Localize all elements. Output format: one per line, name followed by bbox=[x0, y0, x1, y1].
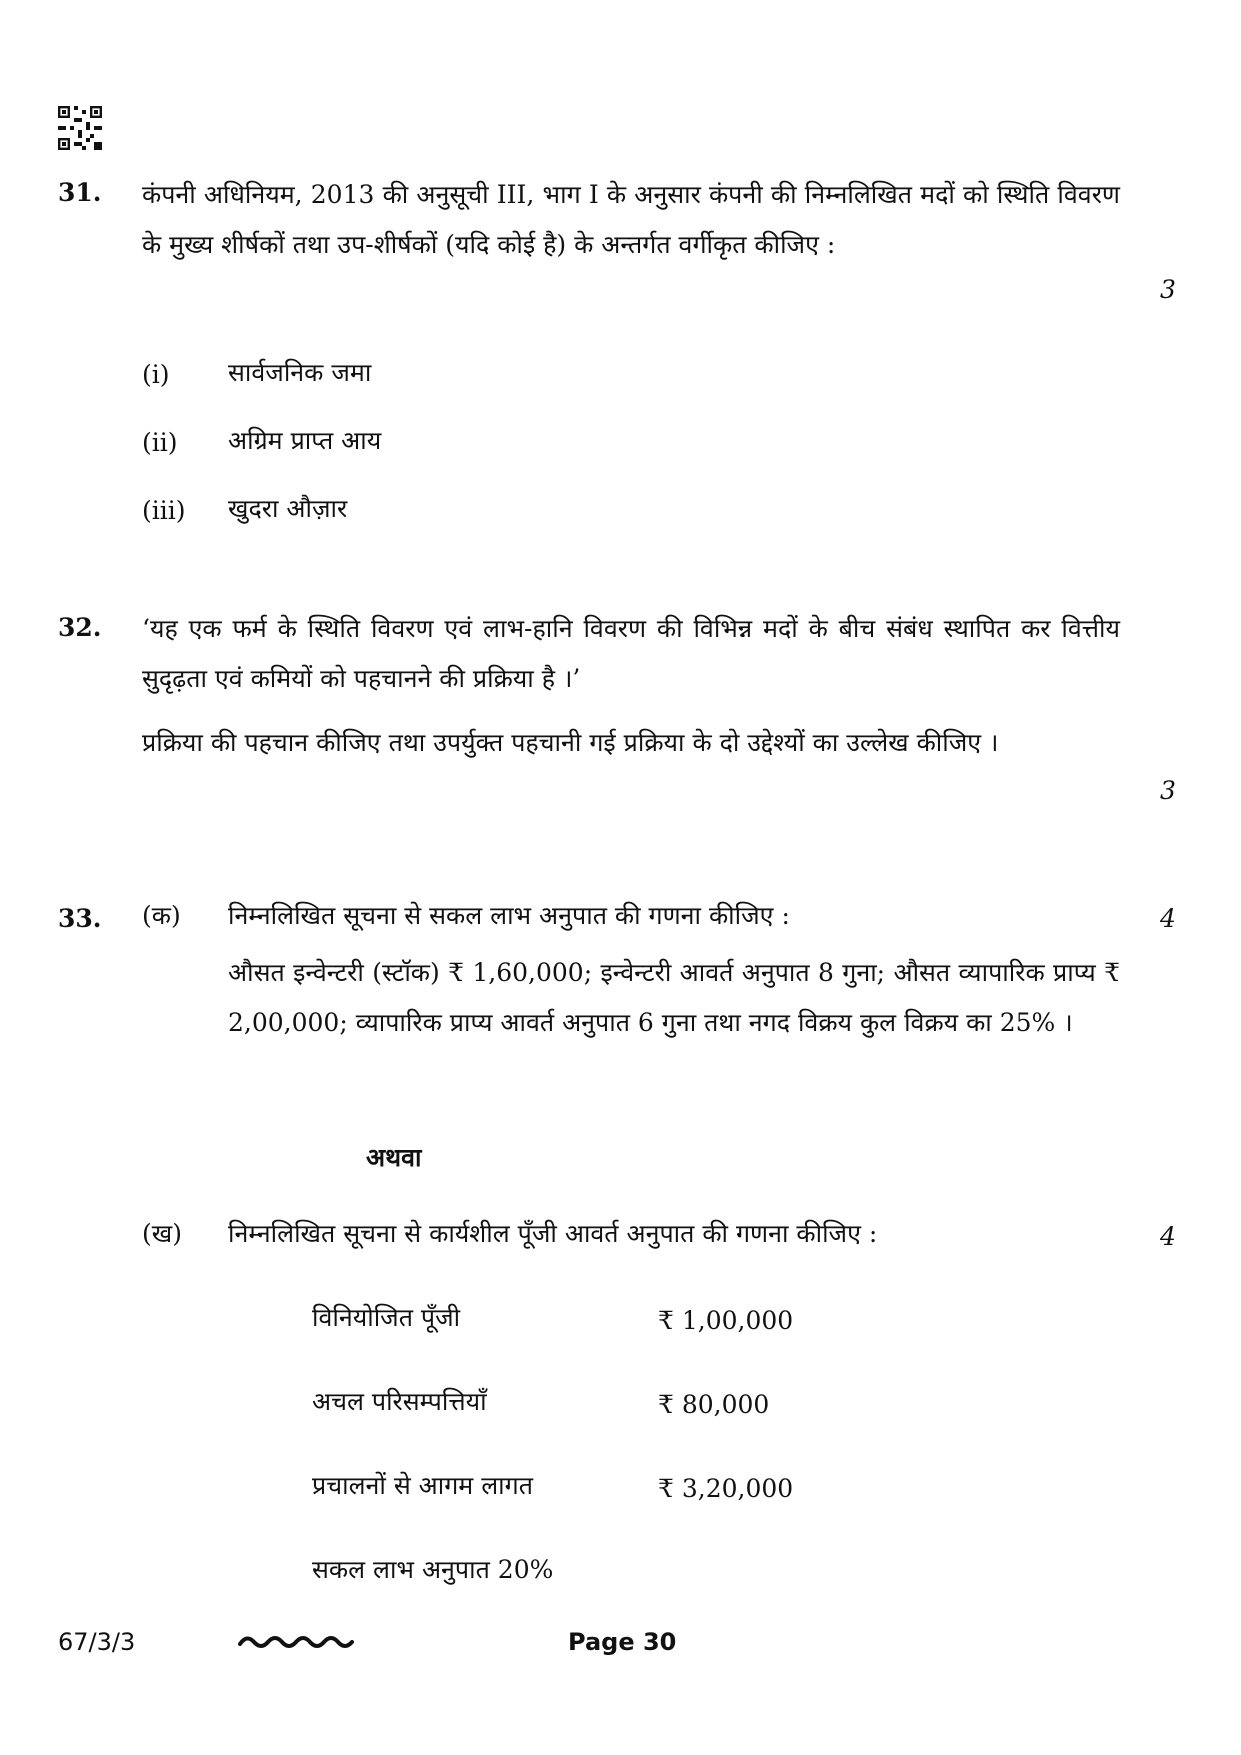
page-number: Page 30 bbox=[568, 1628, 677, 1656]
or-separator: अथवा bbox=[366, 1143, 422, 1172]
question-31-text: कंपनी अधिनियम, 2013 की अनुसूची III, भाग I के अनुसार कंपनी की निम्नलिखित मदों को स्थिति विवरण के मुख्य शीर्षकों तथा उप-शीर्षकों (यदि कोई है) के अन्तर्गत वर्गीकृत कीजिए : bbox=[142, 180, 1120, 259]
question-33-number: 33. bbox=[58, 904, 102, 933]
question-32-marks: 3 bbox=[1160, 776, 1176, 805]
q33-part-b-marks: 4 bbox=[1160, 1222, 1176, 1251]
q33-part-b-label: (ख) bbox=[142, 1219, 182, 1248]
question-32-text: प्रक्रिया की पहचान कीजिए तथा उपर्युक्त पहचानी गई प्रक्रिया के दो उद्देश्यों का उल्लेख कीजिए । bbox=[142, 728, 999, 757]
q31-item-2-text: अग्रिम प्राप्त आय bbox=[228, 426, 382, 455]
question-32-number: 32. bbox=[58, 613, 102, 642]
qr-code-icon bbox=[58, 106, 102, 150]
q31-item-2-label: (ii) bbox=[142, 428, 178, 457]
table-row-label: अचल परिसम्पत्तियाँ bbox=[312, 1387, 487, 1416]
q33-part-b-title: निम्नलिखित सूचना से कार्यशील पूँजी आवर्त अनुपात की गणना कीजिए : bbox=[228, 1219, 878, 1248]
question-31-marks: 3 bbox=[1160, 275, 1176, 304]
table-row-value: ₹ 3,20,000 bbox=[658, 1474, 794, 1503]
table-row-value: ₹ 80,000 bbox=[658, 1390, 770, 1419]
q33-part-a-title: निम्नलिखित सूचना से सकल लाभ अनुपात की गणना कीजिए : bbox=[228, 901, 790, 930]
q31-item-1-text: सार्वजनिक जमा bbox=[228, 358, 372, 387]
table-row-value: ₹ 1,00,000 bbox=[658, 1306, 794, 1335]
question-32-quote: ‘यह एक फर्म के स्थिति विवरण एवं लाभ-हानि विवरण की विभिन्न मदों के बीच संबंध स्थापित कर वित्तीय सुदृढ़ता एवं कमियों को पहचानने की प्रक्रिया है ।’ bbox=[142, 614, 1120, 693]
q33-part-a-label: (क) bbox=[142, 901, 181, 930]
q31-item-1-label: (i) bbox=[142, 360, 170, 389]
paper-code: 67/3/3 bbox=[58, 1628, 136, 1656]
q31-item-3-text: खुदरा औज़ार bbox=[228, 494, 348, 523]
table-row-label: विनियोजित पूँजी bbox=[312, 1303, 461, 1332]
gross-profit-ratio-line: सकल लाभ अनुपात 20% bbox=[312, 1555, 554, 1584]
table-row-label: प्रचालनों से आगम लागत bbox=[312, 1471, 533, 1500]
q33-part-a-text: औसत इन्वेन्टरी (स्टॉक) ₹ 1,60,000; इन्वेन्टरी आवर्त अनुपात 8 गुना; औसत व्यापारिक प्राप्य ₹ 2,00,000; व्यापारिक प्राप्य आवर्त अनुपात 6 गुना तथा नगद विक्रय कुल विक्रय का 25% । bbox=[228, 958, 1120, 1037]
tilde-ornament-icon bbox=[238, 1632, 354, 1652]
q31-item-3-label: (iii) bbox=[142, 496, 186, 525]
question-31-number: 31. bbox=[58, 178, 102, 207]
q33-part-a-marks: 4 bbox=[1160, 904, 1176, 933]
